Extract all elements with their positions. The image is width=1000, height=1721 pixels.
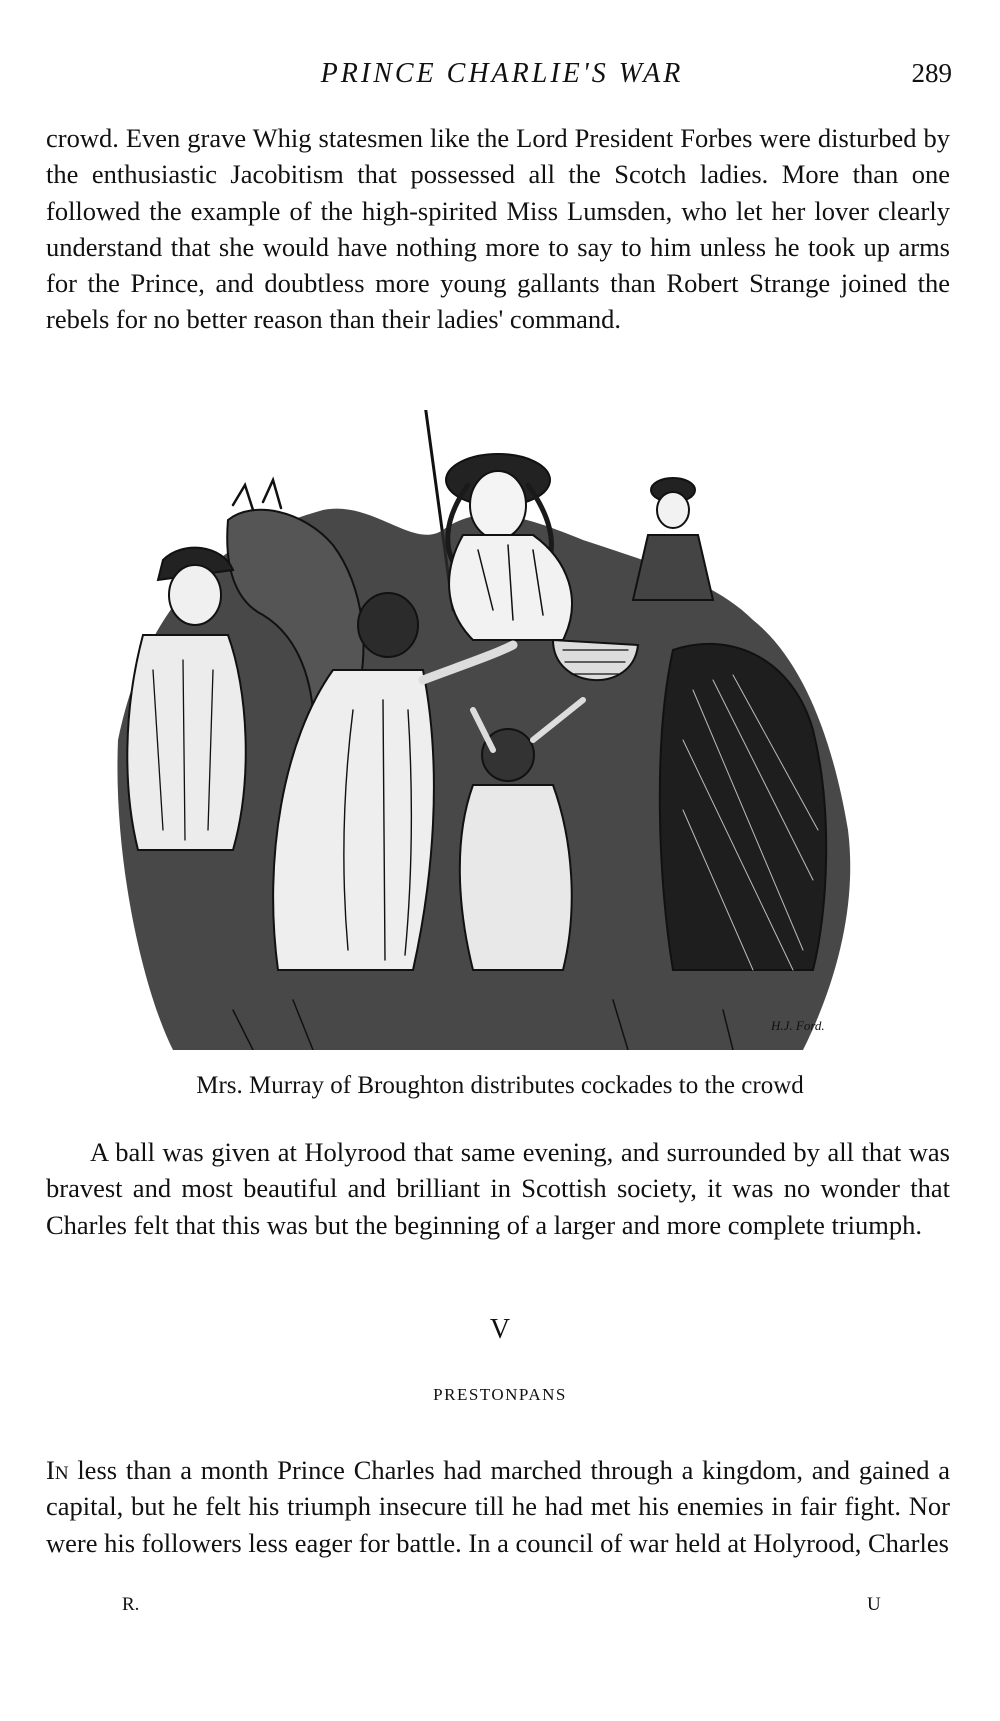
paragraph-2: A ball was given at Holyrood that same evening, and surrounded by all that was bravest and most beautiful and brilliant in Scottish society, it was no wonder that Charles felt that this was but the beginning of a larger and more complete triumph.: [46, 1137, 950, 1240]
signature-mark-left: R.: [122, 1594, 140, 1615]
paragraph-1: crowd. Even grave Whig statesmen like the Lord President Forbes were disturbed by the enthusiastic Jacobitism that possessed all the Scotch ladies. More than one followed the example of the high-spirited Miss Lumsden, who let her lover clearly understand that she would have nothing more to say to him unless he took up arms for the Prince, and doubtless more young gallants than Robert Strange joined the rebels for no better reason than their ladies' command.: [46, 123, 950, 335]
paragraph-3-opening-word: In: [46, 1455, 69, 1485]
page-number: 289: [911, 58, 952, 88]
section-numeral: V: [489, 1314, 511, 1345]
illustration-caption: Mrs. Murray of Broughton distributes cockades to the crowd: [196, 1072, 804, 1099]
paragraph-3-text: less than a month Prince Charles had marched through a kingdom, and gained a capital, but he felt his triumph insecure till he had met his enemies in fair fight. Nor were his followers less eager for battle. In a council of war held at Holyrood, Charles: [46, 1455, 950, 1558]
illustration-drawing: [113, 410, 888, 1050]
paragraph-3: [46, 1452, 950, 1561]
section-title: PRESTONPANS: [433, 1385, 567, 1404]
running-head: [52, 58, 952, 98]
signature-mark-right: U: [867, 1594, 881, 1615]
illustrator-signature: H.J. Ford.: [771, 1018, 825, 1033]
illustration: [113, 410, 888, 1050]
running-title: PRINCE CHARLIE'S WAR: [320, 58, 684, 89]
